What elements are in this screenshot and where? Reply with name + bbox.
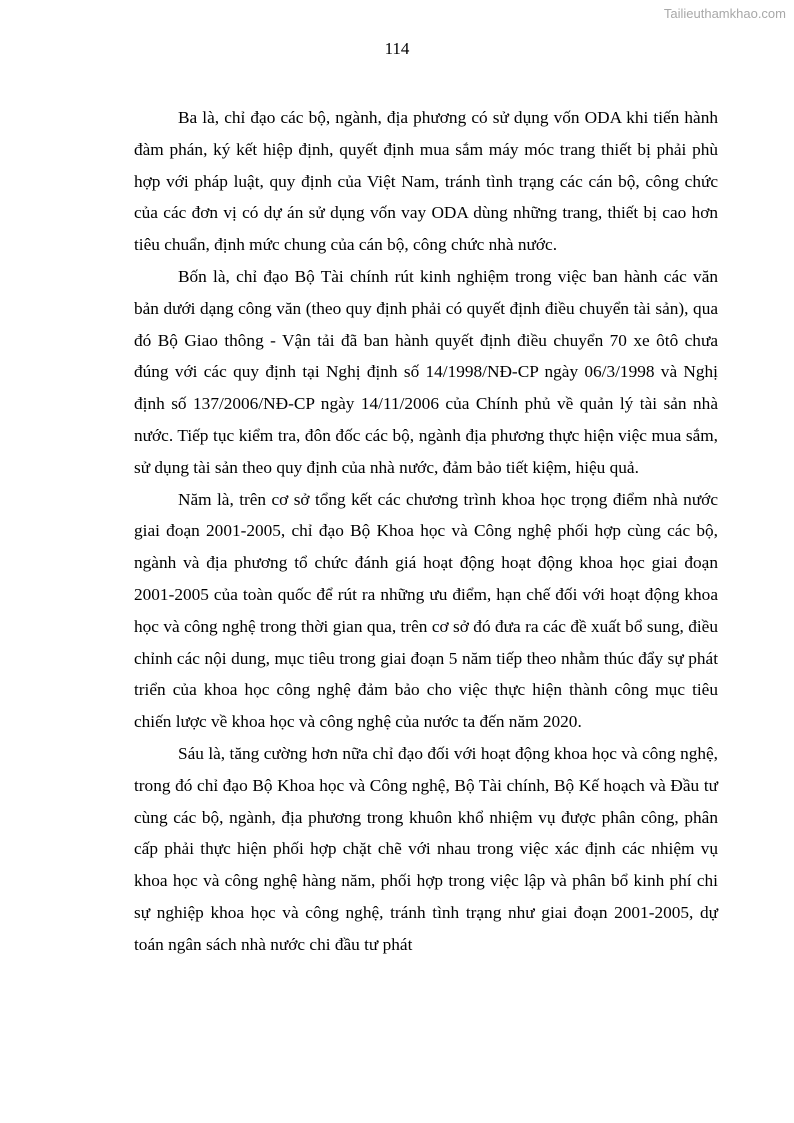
paragraph-bon-la: Bốn là, chỉ đạo Bộ Tài chính rút kinh nghiệm trong việc ban hành các văn bản dưới dạng công văn (theo quy định phải có quyết định điều chuyển tài sản), qua đó Bộ Giao thông - Vận tải đã ban hành quyết định điều chuyển 70 xe ôtô chưa đúng với các quy định tại Nghị định số 14/1998/NĐ-CP ngày 06/3/1998 và Nghị định số 137/2006/NĐ-CP ngày 14/11/2006 của Chính phủ về quản lý tài sản nhà nước. Tiếp tục kiểm tra, đôn đốc các bộ, ngành địa phương thực hiện việc mua sắm, sử dụng tài sản theo quy định của nhà nước, đảm bảo tiết kiệm, hiệu quả. xyxy=(134,266,718,477)
watermark-text: Tailieuthamkhao.com xyxy=(663,6,786,21)
paragraph-ba-la: Ba là, chỉ đạo các bộ, ngành, địa phương có sử dụng vốn ODA khi tiến hành đàm phán, ký kết hiệp định, quyết định mua sắm máy móc trang thiết bị phải phù hợp với pháp luật, quy định của Việt Nam, tránh tình trạng các cán bộ, công chức của các đơn vị có dự án sử dụng vốn vay ODA dùng những trang, thiết bị cao hơn tiêu chuẩn, định mức chung của cán bộ, công chức nhà nước. xyxy=(134,108,718,255)
document-body xyxy=(134,102,718,961)
page-number: 114 xyxy=(384,39,410,58)
paragraph-nam-la: Năm là, trên cơ sở tổng kết các chương trình khoa học trọng điểm nhà nước giai đoạn 2001-2005, chỉ đạo Bộ Khoa học và Công nghệ phối hợp cùng các bộ, ngành và địa phương tổ chức đánh giá hoạt động hoạt động khoa học giai đoạn 2001-2005 của toàn quốc để rút ra những ưu điểm, hạn chế đối với hoạt động khoa học và công nghệ trong thời gian qua, trên cơ sở đó đưa ra các đề xuất bổ sung, điều chỉnh các nội dung, mục tiêu trong giai đoạn 5 năm tiếp theo nhằm thúc đẩy sự phát triển của khoa học công nghệ đảm bảo cho việc thực hiện thành công mục tiêu chiến lược về khoa học và công nghệ của nước ta đến năm 2020. xyxy=(134,489,718,732)
paragraph-sau-la: Sáu là, tăng cường hơn nữa chỉ đạo đối với hoạt động khoa học và công nghệ, trong đó chỉ đạo Bộ Khoa học và Công nghệ, Bộ Tài chính, Bộ Kế hoạch và Đầu tư cùng các bộ, ngành, địa phương trong khuôn khổ nhiệm vụ được phân công, phân cấp phải thực hiện phối hợp chặt chẽ với nhau trong việc xác định các nhiệm vụ khoa học và công nghệ hàng năm, phối hợp trong việc lập và phân bổ kinh phí chi sự nghiệp khoa học và công nghệ, tránh tình trạng như giai đoạn 2001-2005, dự toán ngân sách nhà nước chi đầu tư phát xyxy=(134,743,718,954)
